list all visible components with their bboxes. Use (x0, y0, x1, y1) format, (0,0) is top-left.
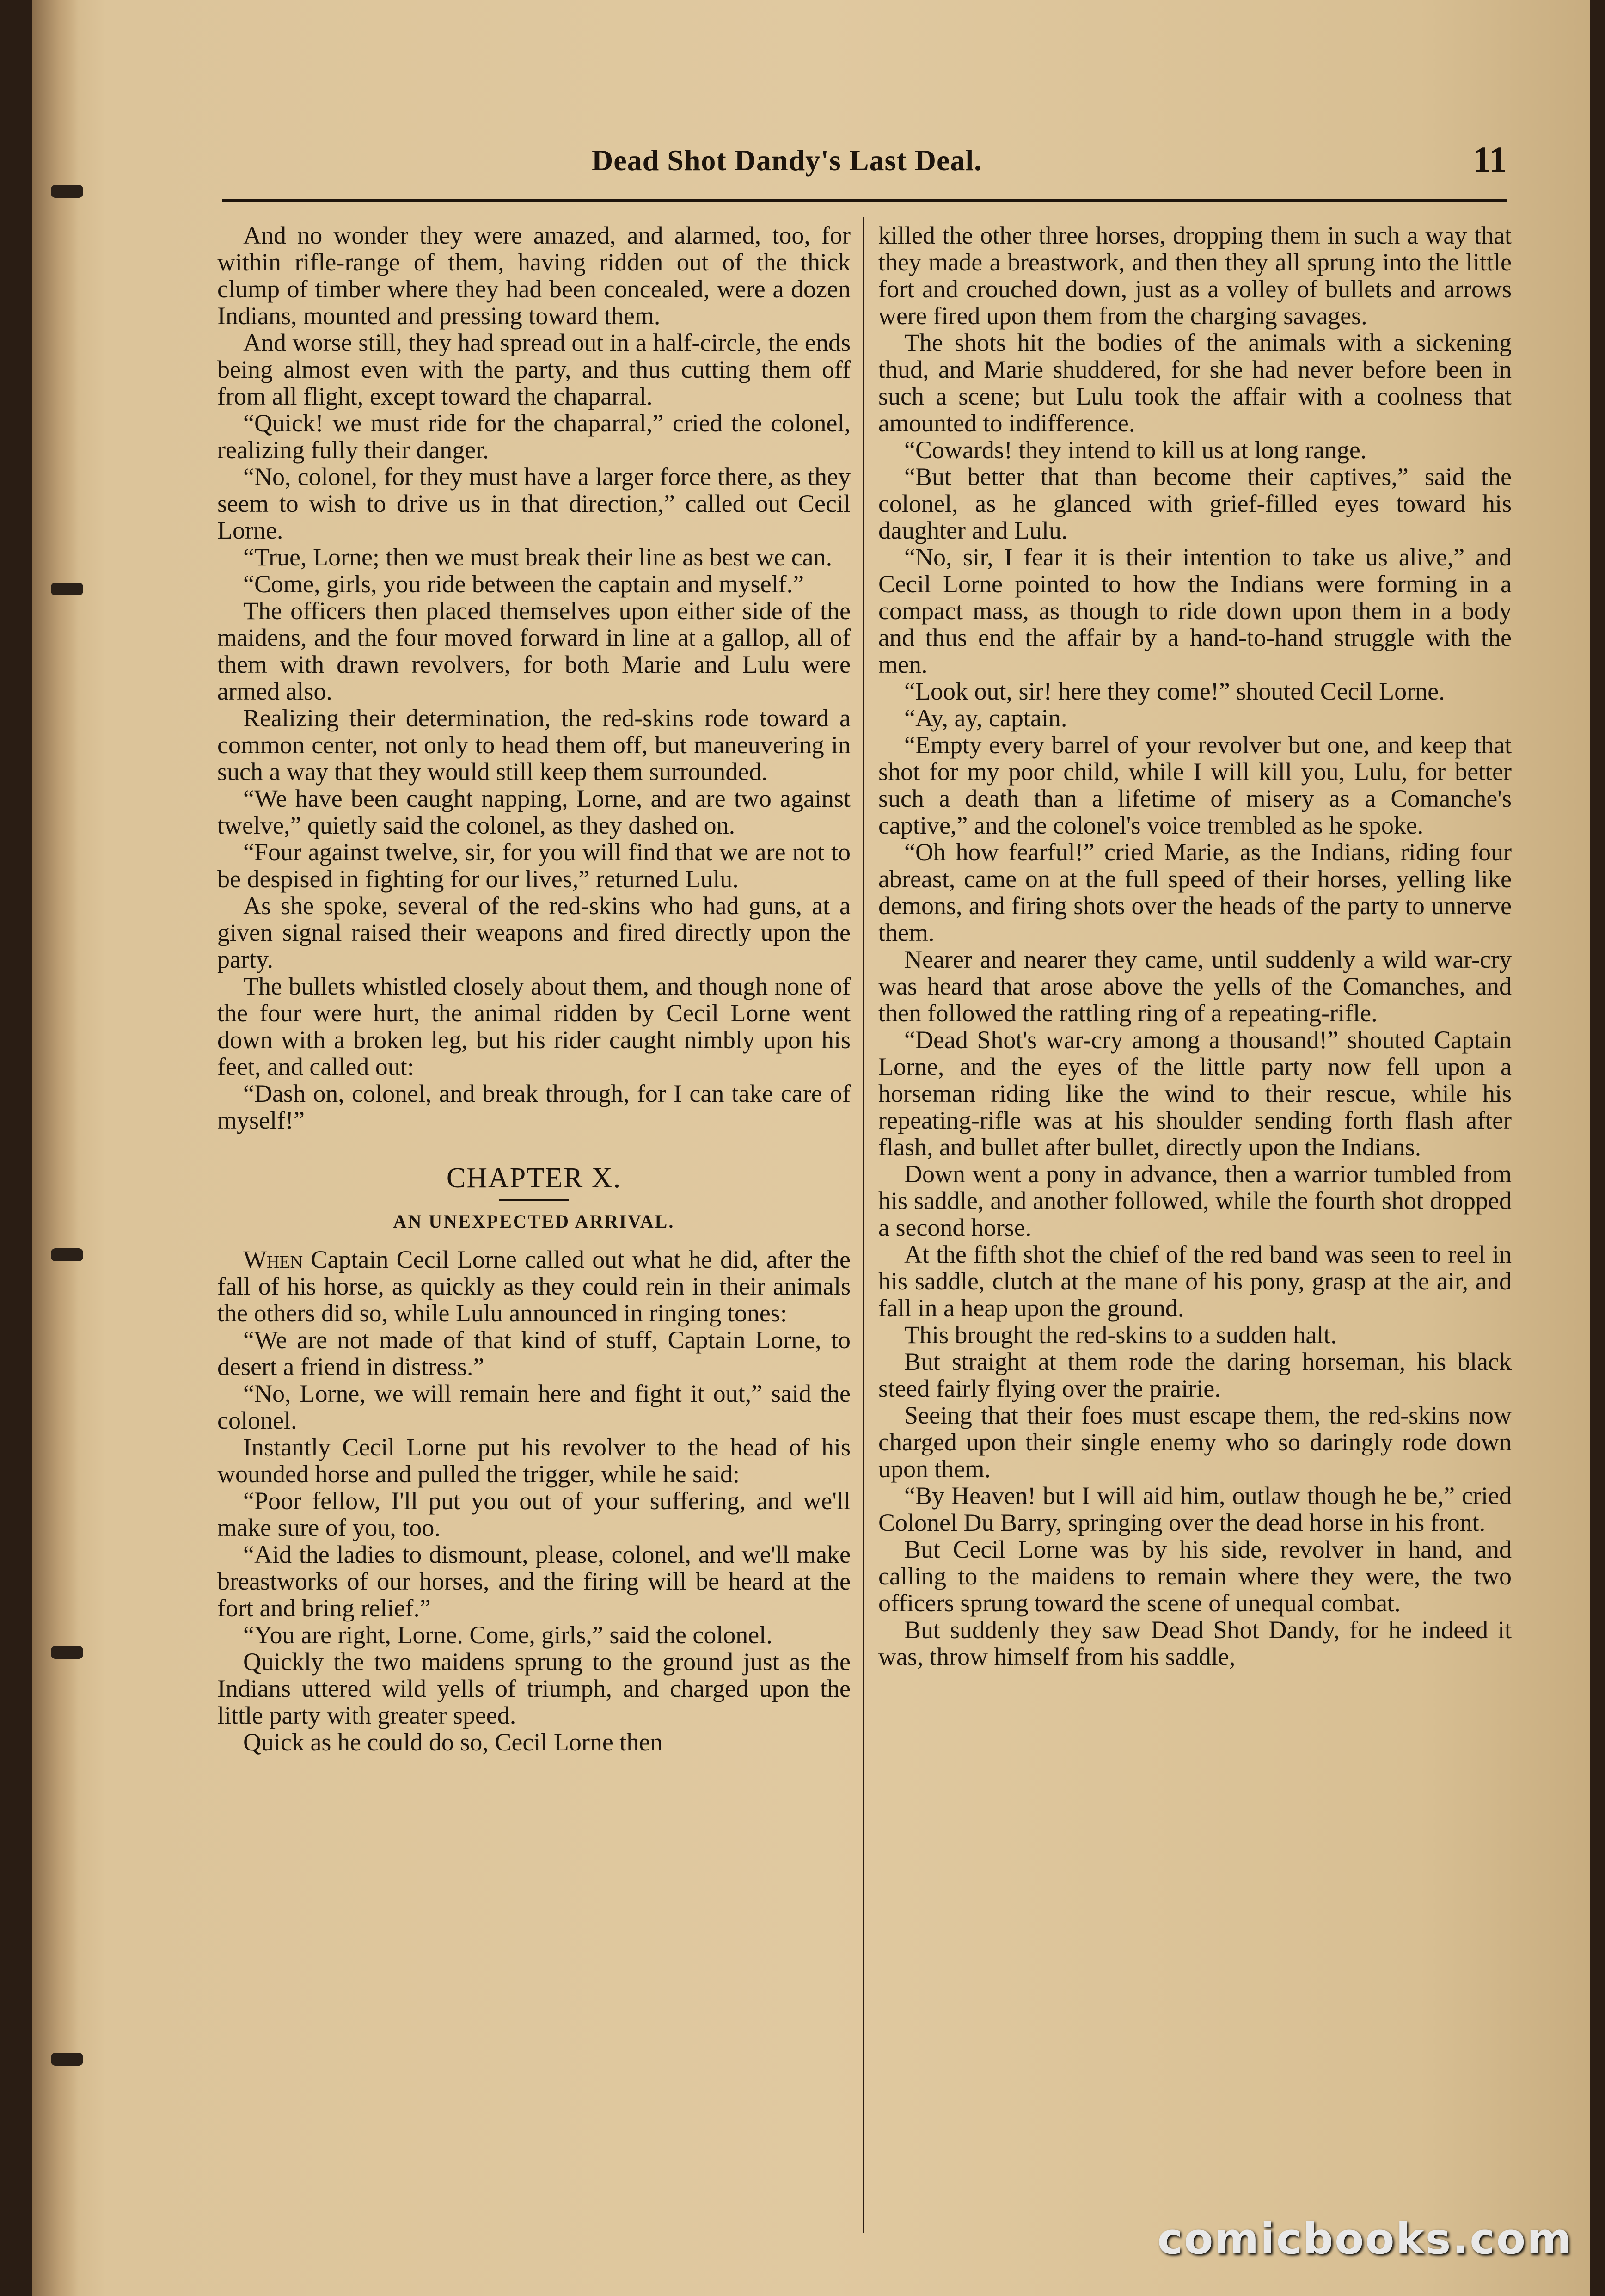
header-rule (222, 199, 1507, 202)
paragraph-text: “Four against twelve, sir, for you will find that we are not to be despised in fighting for our lives,” returned Lulu. (217, 838, 851, 893)
paragraph (217, 1648, 851, 1729)
paragraph (217, 839, 851, 892)
paragraph (217, 222, 851, 329)
paragraph (217, 1487, 851, 1541)
paragraph (878, 1402, 1512, 1482)
paragraph (217, 1246, 851, 1326)
paragraph-text: “You are right, Lorne. Come, girls,” said the colonel. (243, 1621, 772, 1649)
paragraph-text: “Ay, ay, captain. (904, 704, 1067, 732)
chapter-subtitle: AN UNEXPECTED ARRIVAL. (393, 1211, 675, 1232)
paragraph (878, 1482, 1512, 1536)
paragraph (217, 571, 851, 597)
binding-stitch (51, 1646, 83, 1659)
paragraph-text: Realizing their determination, the red-skins rode toward a common center, not only to head them off, but maneuvering in such a way that they would still keep them surrounded. (217, 704, 851, 786)
paragraph-text: Quick as he could do so, Cecil Lorne then (243, 1728, 663, 1756)
binding-stitch (51, 1248, 83, 1261)
paragraph (217, 1434, 851, 1487)
page-header (222, 139, 1507, 203)
paragraph (878, 1321, 1512, 1348)
paragraph (217, 463, 851, 544)
paragraph-text: “We are not made of that kind of stuff, Captain Lorne, to desert a friend in distress.” (217, 1326, 851, 1381)
paragraph-text: This brought the red-skins to a sudden halt. (904, 1321, 1337, 1349)
paragraph-text: Captain Cecil Lorne called out what he did, after the fall of his horse, as quickly as they could rein in their animals the others did so, while Lulu announced in ringing tones: (217, 1246, 851, 1327)
paragraph (878, 436, 1512, 463)
paragraph (217, 597, 851, 705)
chapter-title: CHAPTER X. (446, 1162, 622, 1194)
paragraph (217, 892, 851, 973)
paragraph-text: “We have been caught napping, Lorne, and are two against twelve,” quietly said the colonel, as they dashed on. (217, 785, 851, 839)
paragraph (217, 1080, 851, 1134)
paragraph-text: “Quick! we must ride for the chaparral,” cried the colonel, realizing fully their danger. (217, 409, 851, 464)
paragraph-text: But straight at them rode the daring horseman, his black steed fairly flying over the prairie. (878, 1348, 1512, 1402)
paragraph (878, 678, 1512, 705)
paragraph (217, 1729, 851, 1756)
left-column (217, 222, 851, 1756)
paragraph-text: Down went a pony in advance, then a warrior tumbled from his saddle, and another followed, while the fourth shot dropped a second horse. (878, 1160, 1512, 1241)
paragraph-text: “True, Lorne; then we must break their line as best we can. (243, 543, 833, 571)
paragraph-text: At the fifth shot the chief of the red band was seen to reel in his saddle, clutch at the mane of his pony, grasp at the air, and fall in a heap upon the ground. (878, 1240, 1512, 1322)
paragraph-text: “Aid the ladies to dismount, please, colonel, and we'll make breastworks of our horses, and the firing will be heard at the fort and bring relief.” (217, 1541, 851, 1622)
paragraph-text: “Dead Shot's war-cry among a thousand!” shouted Captain Lorne, and the eyes of the little party now fell upon a horseman riding like the wind to their rescue, while his repeating-rifle was at his shoulder sending forth flash after flash, and bullet after bullet, directly upon the Indians. (878, 1026, 1512, 1161)
paragraph (217, 1621, 851, 1648)
paragraph-text: As she spoke, several of the red-skins who had guns, at a given signal raised their weapons and fired directly upon the party. (217, 892, 851, 973)
page-number: 11 (1473, 139, 1507, 179)
watermark: comicbooks.com (1157, 2214, 1573, 2264)
paragraph (878, 731, 1512, 839)
paragraph (878, 1160, 1512, 1241)
paragraph (217, 544, 851, 571)
paragraph (217, 410, 851, 463)
chapter-rule (499, 1199, 569, 1201)
paragraph (217, 973, 851, 1080)
running-title: Dead Shot Dandy's Last Deal. (592, 144, 982, 177)
paragraph-text: “No, colonel, for they must have a larger force there, as they seem to wish to drive us in that direction,” called out Cecil Lorne. (217, 463, 851, 544)
paragraph-text: “Come, girls, you ride between the captain and myself.” (243, 570, 804, 598)
chapter-opening-word: When (243, 1246, 303, 1273)
paragraph (878, 1616, 1512, 1670)
paragraph-text: “Dash on, colonel, and break through, for I can take care of myself!” (217, 1080, 851, 1134)
paragraph-text: “Cowards! they intend to kill us at long range. (904, 436, 1367, 464)
paragraph (878, 839, 1512, 946)
paragraph (878, 544, 1512, 678)
paragraph (217, 1326, 851, 1380)
binding-stitch (51, 583, 83, 595)
paragraph-text: And worse still, they had spread out in a half-circle, the ends being almost even with the party, and thus cutting them off from all flight, except toward the chaparral. (217, 329, 851, 410)
paragraph-text: Seeing that their foes must escape them, the red-skins now charged upon their single enemy who so daringly rode down upon them. (878, 1401, 1512, 1483)
paragraph-text: And no wonder they were amazed, and alarmed, too, for within rifle-range of them, having ridden out of the thick clump of timber where they had been concealed, were a dozen Indians, mounted and pressing toward them. (217, 221, 851, 330)
paragraph (878, 1241, 1512, 1321)
left-paragraphs-after-chapter (217, 1246, 851, 1756)
paragraph (878, 1026, 1512, 1160)
book-page (32, 0, 1590, 2296)
paragraph (217, 329, 851, 410)
paragraph (878, 222, 1512, 329)
paragraph-text: Nearer and nearer they came, until suddenly a wild war-cry was heard that arose above the yells of the Comanches, and then followed the rattling ring of a repeating-rifle. (878, 945, 1512, 1027)
chapter-heading (217, 1161, 851, 1235)
paragraph-text: But suddenly they saw Dead Shot Dandy, for he indeed it was, throw himself from his saddle, (878, 1616, 1512, 1670)
left-paragraphs (217, 222, 851, 1134)
paragraph-text: “No, Lorne, we will remain here and fight it out,” said the colonel. (217, 1380, 851, 1434)
page-binding (32, 0, 79, 2296)
paragraph-text: “No, sir, I fear it is their intention to take us alive,” and Cecil Lorne pointed to how the Indians were forming in a compact mass, as though to ride down upon them in a body and thus end the affair by a hand-to-hand struggle with the men. (878, 543, 1512, 678)
right-column (878, 222, 1512, 1670)
binding-stitch (51, 2053, 83, 2066)
right-paragraphs (878, 222, 1512, 1670)
paragraph (217, 705, 851, 785)
paragraph-text: killed the other three horses, dropping them in such a way that they made a breastwork, and then they all sprung into the little fort and crouched down, just as a volley of bullets and arrows were fired upon them from the charging savages. (878, 221, 1512, 330)
paragraph-text: The officers then placed themselves upon either side of the maidens, and the four moved forward in line at a gallop, all of them with drawn revolvers, for both Marie and Lulu were armed also. (217, 597, 851, 705)
paragraph-text: “But better that than become their captives,” said the colonel, as he glanced with grief-filled eyes toward his daughter and Lulu. (878, 463, 1512, 544)
paragraph (878, 1348, 1512, 1402)
paragraph-text: Instantly Cecil Lorne put his revolver to the head of his wounded horse and pulled the trigger, while he said: (217, 1433, 851, 1488)
paragraph-text: Quickly the two maidens sprung to the ground just as the Indians uttered wild yells of triumph, and charged upon the little party with greater speed. (217, 1648, 851, 1729)
paragraph (878, 1536, 1512, 1616)
paragraph-text: But Cecil Lorne was by his side, revolver in hand, and calling to the maidens to remain where they were, the two officers sprung toward the scene of unequal combat. (878, 1535, 1512, 1617)
paragraph (217, 785, 851, 839)
paragraph-text: “By Heaven! but I will aid him, outlaw though he be,” cried Colonel Du Barry, springing over the dead horse in his front. (878, 1482, 1512, 1536)
binding-stitch (51, 185, 83, 198)
paragraph (878, 463, 1512, 544)
paragraph-text: “Oh how fearful!” cried Marie, as the Indians, riding four abreast, came on at the full speed of their horses, yelling like demons, and firing shots over the heads of the party to unnerve them. (878, 838, 1512, 946)
paragraph (878, 946, 1512, 1026)
paragraph (217, 1541, 851, 1621)
paragraph (217, 1380, 851, 1434)
paragraph (878, 705, 1512, 731)
paragraph-text: “Empty every barrel of your revolver but one, and keep that shot for my poor child, while I will kill you, Lulu, for better such a death than a lifetime of misery as a Comanche's captive,” and the colonel's voice trembled as he spoke. (878, 731, 1512, 839)
paragraph-text: “Look out, sir! here they come!” shouted Cecil Lorne. (904, 677, 1445, 705)
paragraph (878, 329, 1512, 436)
paragraph-text: “Poor fellow, I'll put you out of your suffering, and we'll make sure of you, too. (217, 1487, 851, 1541)
column-divider (863, 217, 864, 2233)
paragraph-text: The bullets whistled closely about them, and though none of the four were hurt, the animal ridden by Cecil Lorne went down with a broken leg, but his rider caught nimbly upon his feet, and called out: (217, 972, 851, 1080)
paragraph-text: The shots hit the bodies of the animals with a sickening thud, and Marie shuddered, for she had never before been in such a scene; but Lulu took the affair with a coolness that amounted to indifference. (878, 329, 1512, 437)
